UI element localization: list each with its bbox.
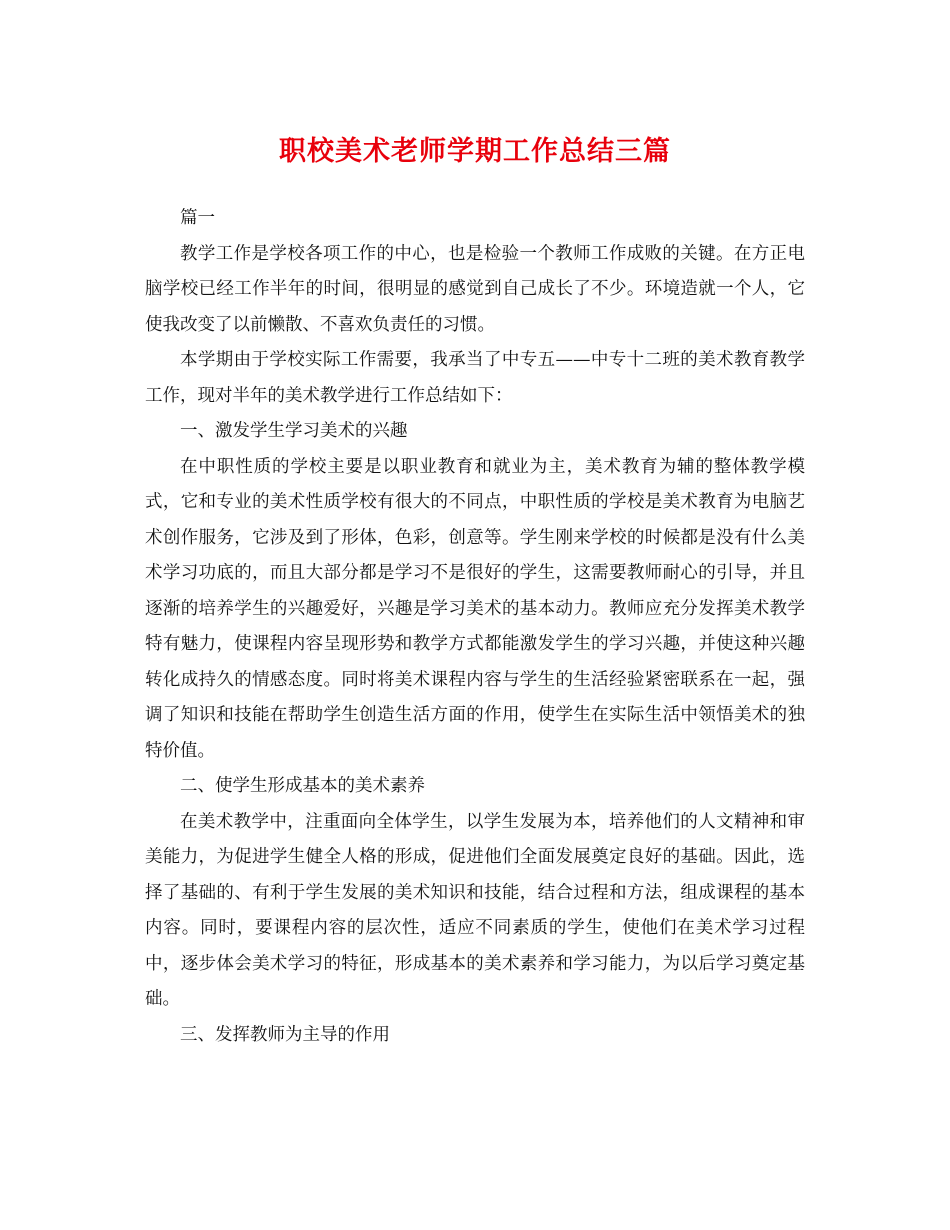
section-paragraph-2: 在美术教学中，注重面向全体学生，以学生发展为本，培养他们的人文精神和审美能力，为促进学生健全人格的形成，促进他们全面发展奠定良好的基础。因此，选择了基础的、有利于学生发展的美术知识和技能，结合过程和方法，组成课程的基本内容。同时，要课程内容的层次性，适应不同素质的学生，使他们在美术学习过程中，逐步体会美术学习的特征，形成基本的美术素养和学习能力，为以后学习奠定基础。: [145, 811, 805, 1009]
intro-paragraph-1: 教学工作是学校各项工作的中心，也是检验一个教师工作成败的关键。在方正电脑学校已经工作半年的时间，很明显的感觉到自己成长了不少。环境造就一个人，它使我改变了以前懒散、不喜欢负责任的习惯。: [145, 243, 805, 335]
document-title: 职校美术老师学期工作总结三篇: [279, 136, 671, 167]
section-heading-2: 二、使学生形成基本的美术素养: [180, 776, 425, 796]
intro-paragraph-2: 本学期由于学校实际工作需要，我承当了中专五——中专十二班的美术教育教学工作，现对半年的美术教学进行工作总结如下：: [145, 350, 805, 406]
section-paragraph-1: 在中职性质的学校主要是以职业教育和就业为主，美术教育为辅的整体教学模式，它和专业的美术性质学校有很大的不同点，中职性质的学校是美术教育为电脑艺术创作服务，它涉及到了形体，色彩，创意等。学生刚来学校的时候都是没有什么美术学习功底的，而且大部分都是学习不是很好的学生，这需要教师耐心的引导，并且逐渐的培养学生的兴趣爱好，兴趣是学习美术的基本动力。教师应充分发挥美术教学特有魅力，使课程内容呈现形势和教学方式都能激发学生的学习兴趣，并使这种兴趣转化成持久的情感态度。同时将美术课程内容与学生的生活经验紧密联系在一起，强调了知识和技能在帮助学生创造生活方面的作用，使学生在实际生活中领悟美术的独特价值。: [145, 456, 805, 761]
section-heading-3: 三、发挥教师为主导的作用: [180, 1024, 390, 1045]
section-label: 篇一: [180, 208, 215, 228]
section-heading-1: 一、激发学生学习美术的兴趣: [180, 421, 408, 441]
document-body: [145, 201, 805, 1053]
